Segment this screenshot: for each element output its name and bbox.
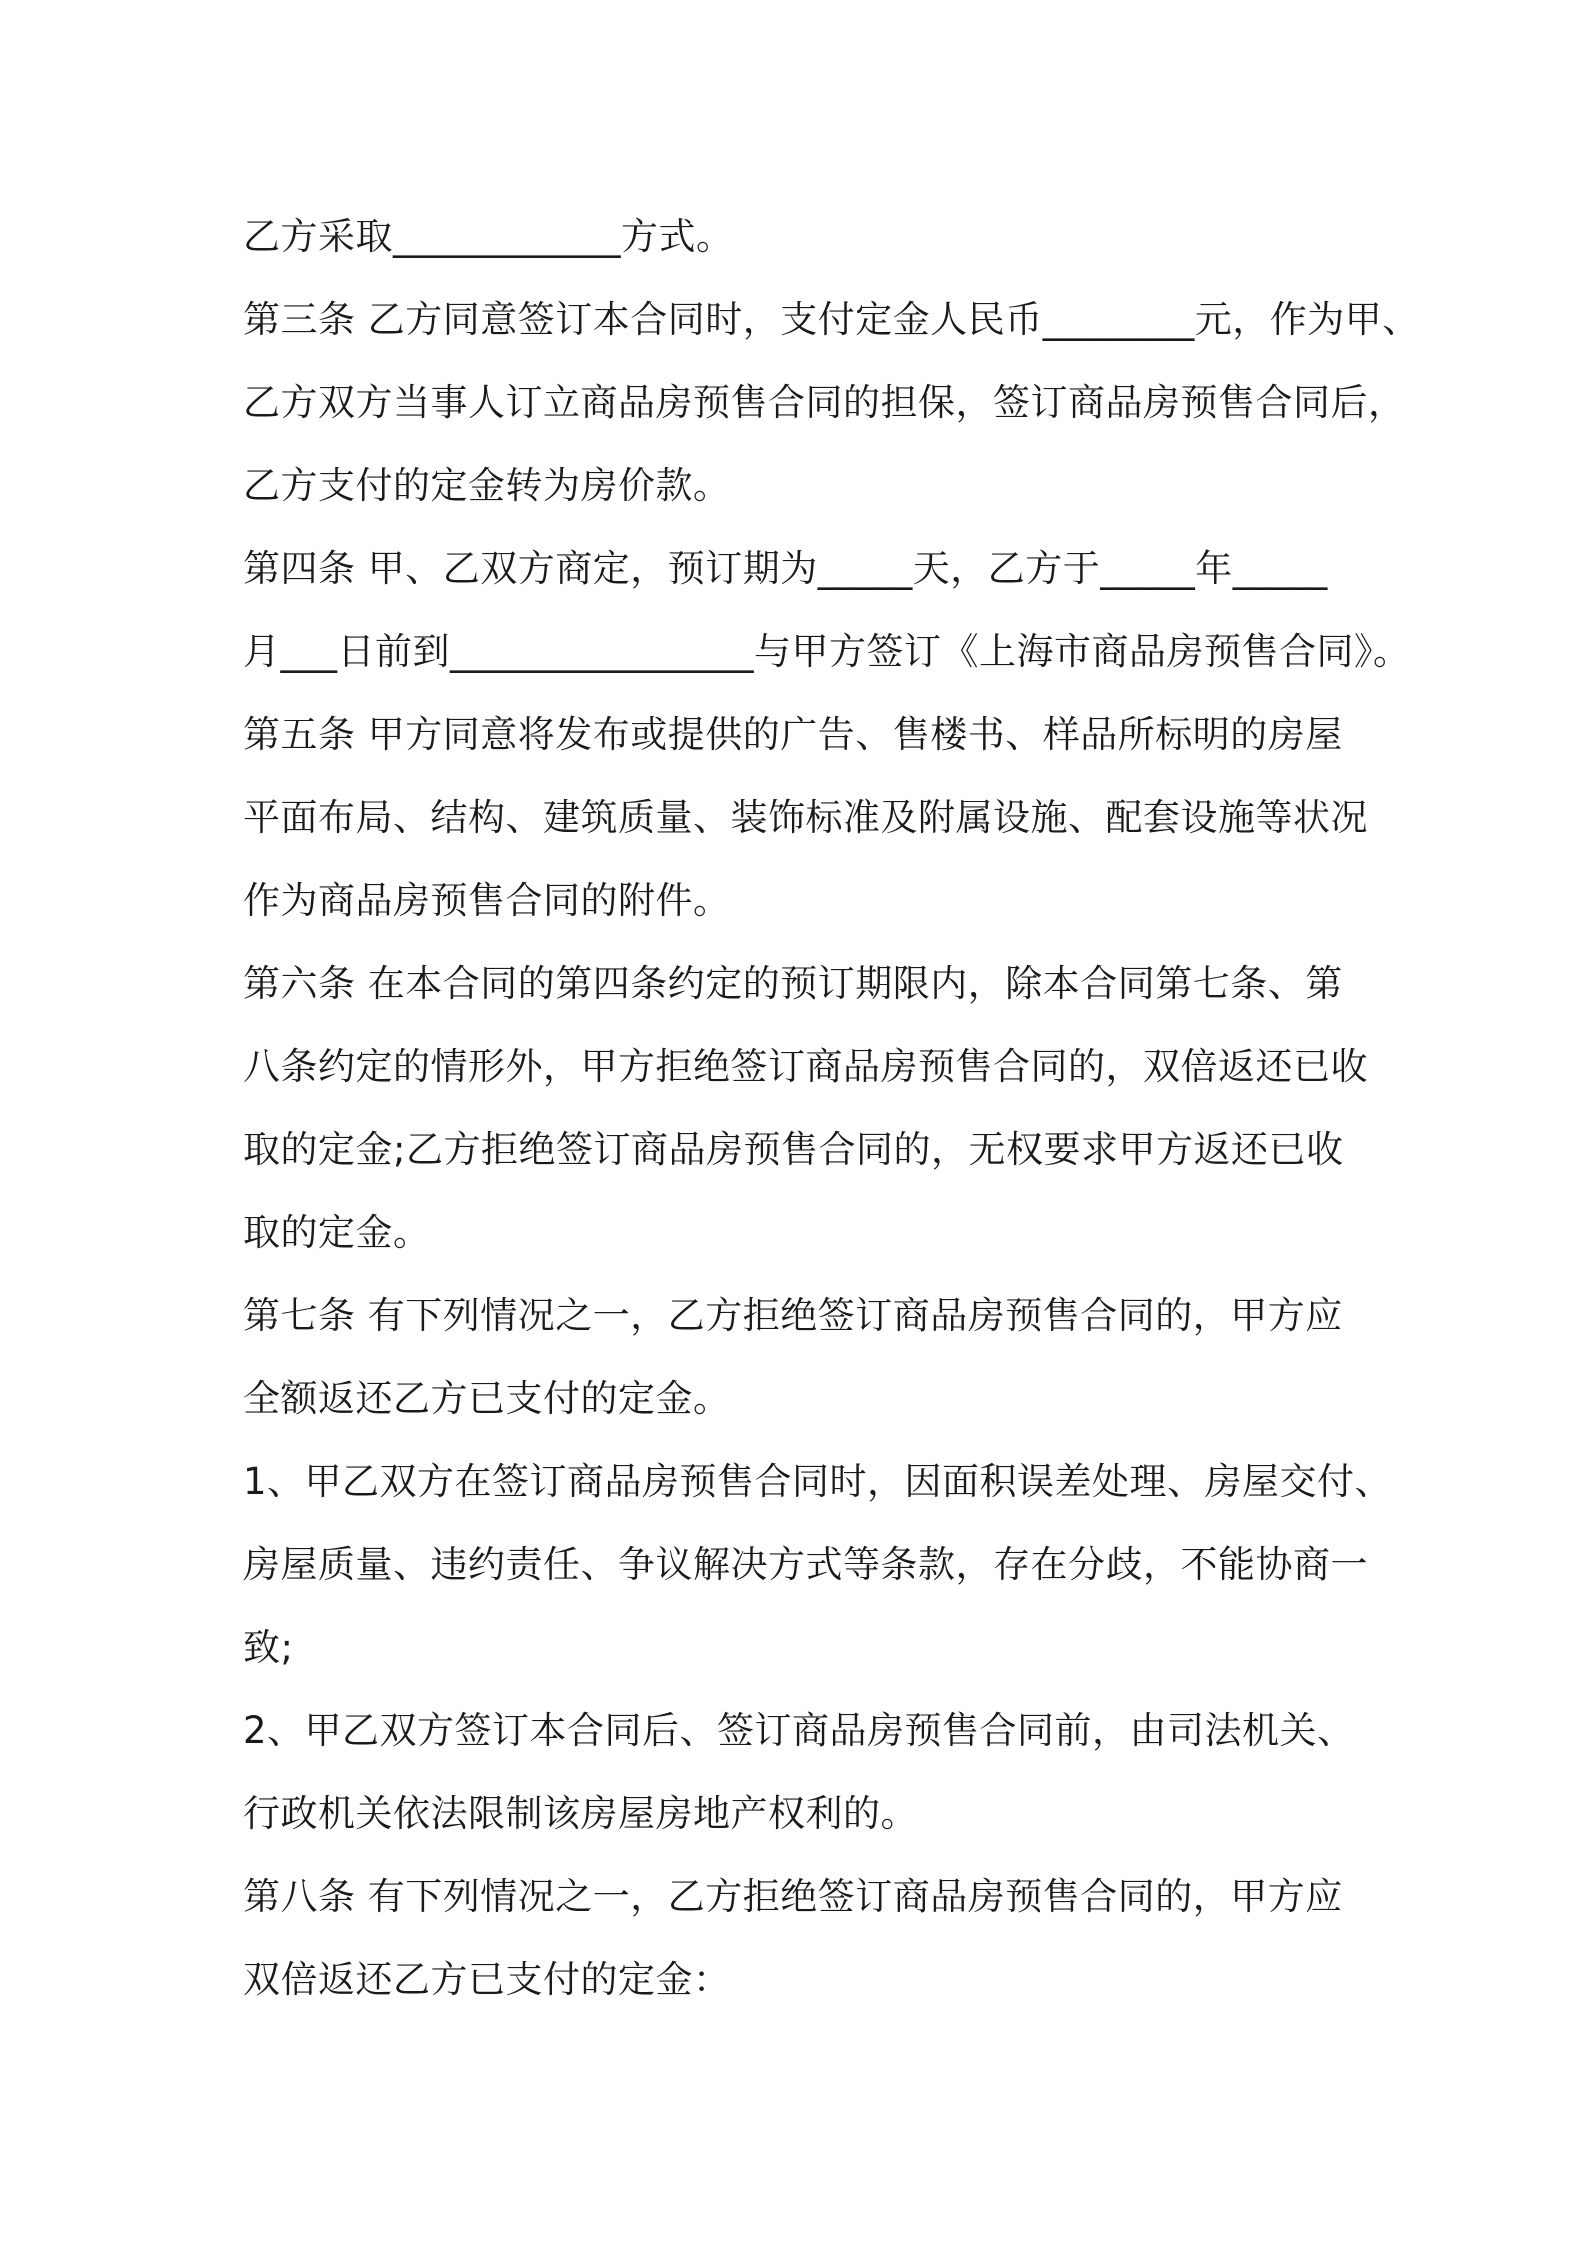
text-line: 月___日前到________________与甲方签订《上海市商品房预售合同》。 [243,630,1411,673]
text-line: 平面布局、结构、建筑质量、装饰标准及附属设施、配套设施等状况 [243,796,1368,839]
text-line: 乙方双方当事人订立商品房预售合同的担保，签订商品房预售合同后， [243,381,1406,424]
text-line: 第八条 有下列情况之一，乙方拒绝签订商品房预售合同的，甲方应 [243,1875,1343,1918]
text-line: 双倍返还乙方已支付的定金： [243,1958,731,2001]
text-line: 八条约定的情形外，甲方拒绝签订商品房预售合同的，双倍返还已收 [243,1045,1368,1088]
text-line: 1、甲乙双方在签订商品房预售合同时，因面积误差处理、房屋交付、 [243,1460,1393,1503]
text-line: 取的定金。 [243,1211,431,1254]
text-line: 第六条 在本合同的第四条约定的预订期限内，除本合同第七条、第 [243,962,1343,1005]
text-line: 作为商品房预售合同的附件。 [243,879,731,922]
text-line: 乙方支付的定金转为房价款。 [243,464,731,507]
text-line: 致; [243,1626,294,1669]
text-line: 乙方采取____________方式。 [243,215,734,258]
text-line: 房屋质量、违约责任、争议解决方式等条款，存在分歧，不能协商一 [243,1543,1368,1586]
text-line: 行政机关依法限制该房屋房地产权利的。 [243,1792,918,1835]
text-line: 第五条 甲方同意将发布或提供的广告、售楼书、样品所标明的房屋 [243,713,1343,756]
text-line: 第三条 乙方同意签订本合同时，支付定金人民币________元，作为甲、 [243,298,1420,341]
text-line: 2、甲乙双方签订本合同后、签订商品房预售合同前，由司法机关、 [243,1709,1355,1752]
contract-body [243,195,1420,2021]
text-line: 全额返还乙方已支付的定金。 [243,1377,731,1420]
text-line: 第七条 有下列情况之一，乙方拒绝签订商品房预售合同的，甲方应 [243,1294,1343,1337]
text-line: 第四条 甲、乙双方商定，预订期为_____天，乙方于_____年_____ [243,547,1328,590]
text-line: 取的定金;乙方拒绝签订商品房预售合同的，无权要求甲方返还已收 [243,1128,1344,1171]
